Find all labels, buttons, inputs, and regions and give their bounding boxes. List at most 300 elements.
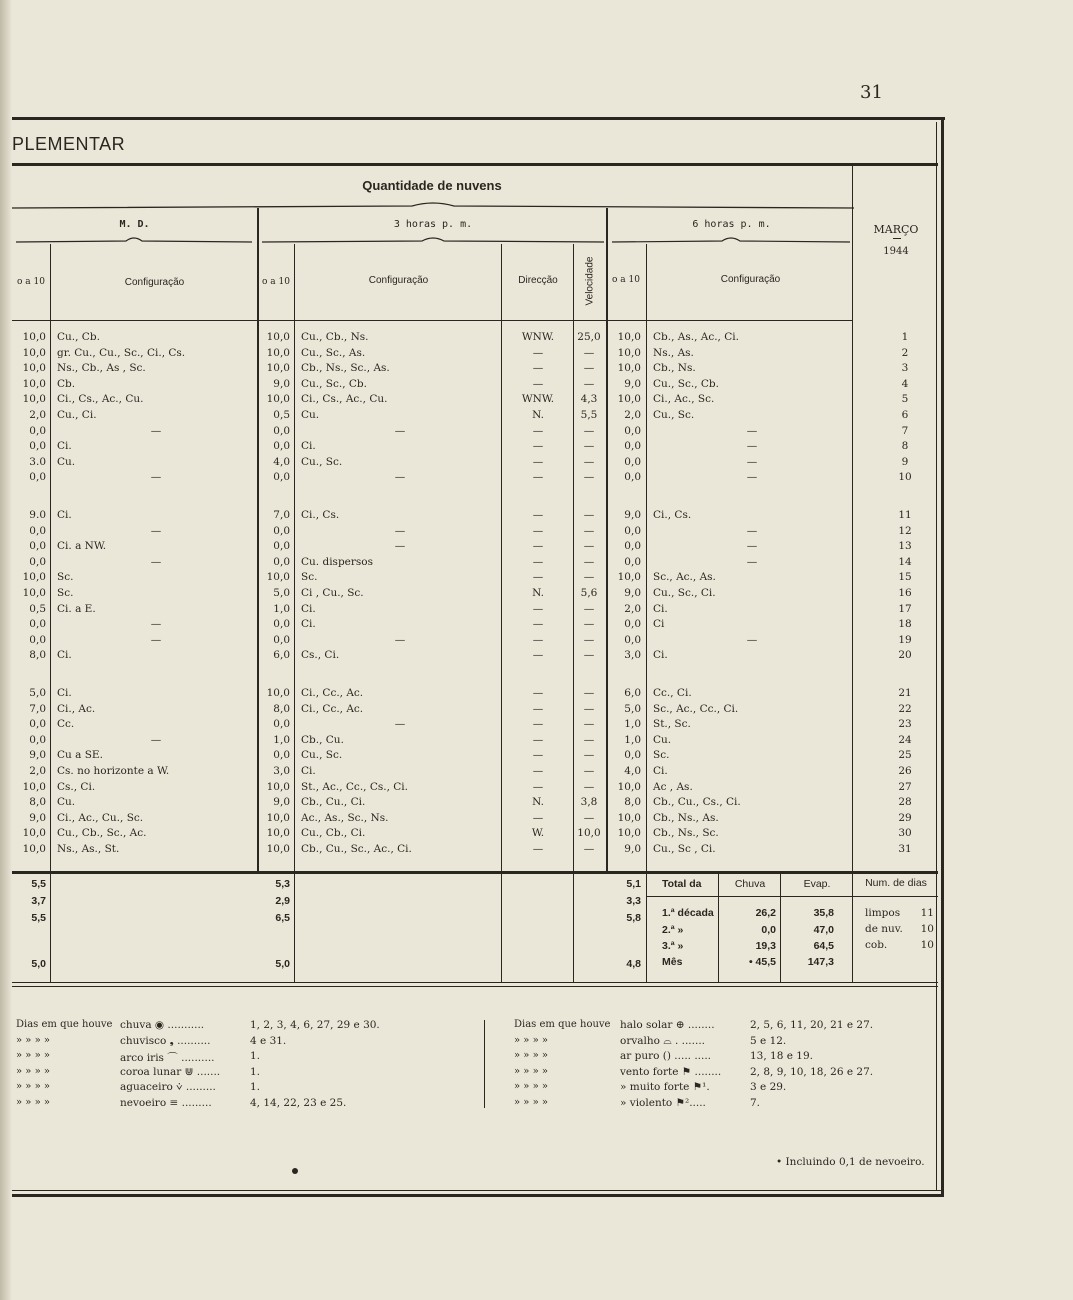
row-8-h6-q: 0,0 bbox=[624, 440, 641, 453]
totals-top-rule bbox=[12, 871, 938, 874]
dias-label-1: limpos bbox=[865, 907, 901, 919]
row-3-md-c: Ns., Cb., As , Sc. bbox=[57, 362, 146, 375]
row-23-md-q: 0,0 bbox=[29, 718, 46, 731]
row-22-h6-q: 5,0 bbox=[624, 702, 641, 715]
row-25-h3-q: 0,0 bbox=[273, 749, 290, 762]
total-md-2: 3,7 bbox=[31, 895, 46, 907]
row-2-md-c: gr. Cu., Cu., Sc., Ci., Cs. bbox=[57, 346, 186, 359]
row-27-h3-q: 10,0 bbox=[266, 780, 290, 793]
page-number: 31 bbox=[860, 82, 883, 103]
row-2-day: 2 bbox=[901, 346, 909, 359]
row-20-md-q: 8,0 bbox=[29, 649, 46, 662]
row-15-h3-q: 10,0 bbox=[266, 571, 290, 584]
row-24-dir: — bbox=[532, 733, 544, 746]
total-h3-2: 2,9 bbox=[275, 895, 290, 907]
legend_right-2-label: orvalho ⌓ . ....... bbox=[620, 1034, 705, 1047]
row-9-day: 9 bbox=[901, 455, 909, 468]
legend_left-6-label: nevoeiro ≡ ......... bbox=[120, 1096, 212, 1109]
header-brace bbox=[12, 198, 854, 212]
dias-label-3: cob. bbox=[865, 939, 888, 951]
row-30-day: 30 bbox=[898, 827, 912, 840]
row-4-dir: — bbox=[532, 377, 544, 390]
legend_left-4-label: coroa lunar ⋓ ....... bbox=[120, 1065, 221, 1078]
row-2-h3-q: 10,0 bbox=[266, 346, 290, 359]
marco-header: MARÇO bbox=[873, 223, 919, 236]
row-1-day: 1 bbox=[901, 331, 909, 343]
row-5-h6-q: 10,0 bbox=[617, 393, 641, 406]
row-9-h6-c: — bbox=[746, 455, 758, 468]
row-14-h6-c: — bbox=[746, 555, 758, 568]
row-29-dir: — bbox=[532, 811, 544, 824]
row-5-md-q: 10,0 bbox=[22, 393, 46, 406]
evap-3: 64,5 bbox=[813, 940, 834, 952]
row-21-day: 21 bbox=[898, 687, 912, 699]
row-29-h3-c: Ac., As., Sc., Ns. bbox=[301, 811, 389, 824]
row-27-h6-q: 10,0 bbox=[617, 780, 641, 793]
row-11-dir: — bbox=[532, 509, 544, 521]
row-7-h3-c: — bbox=[394, 424, 406, 437]
row-23-vel: — bbox=[583, 718, 595, 731]
row-12-day: 12 bbox=[898, 524, 912, 537]
legend_right-3-prefix: » » » » bbox=[514, 1050, 549, 1061]
row-7-md-q: 0,0 bbox=[29, 424, 46, 437]
chuva-label: Chuva bbox=[734, 878, 766, 890]
title-rule bbox=[12, 163, 938, 166]
h3-brace bbox=[262, 233, 604, 245]
row-10-h3-c: — bbox=[394, 471, 406, 484]
row-15-vel: — bbox=[583, 571, 595, 584]
row-11-h6-q: 9,0 bbox=[624, 509, 641, 521]
row-25-md-q: 9,0 bbox=[29, 749, 46, 762]
legend_left-2-prefix: » » » » bbox=[16, 1034, 51, 1046]
legend_left-6-prefix: » » » » bbox=[16, 1096, 51, 1108]
row-21-h3-c: Ci., Cc., Ac. bbox=[301, 687, 364, 699]
row-14-h3-q: 0,0 bbox=[273, 555, 290, 568]
h6-oa10: o a 10 bbox=[612, 275, 640, 285]
row-9-dir: — bbox=[532, 455, 544, 468]
row-14-day: 14 bbox=[898, 555, 912, 568]
total-h6-3: 5,8 bbox=[626, 912, 641, 924]
row-29-md-q: 9,0 bbox=[29, 811, 46, 824]
row-8-md-q: 0,0 bbox=[29, 440, 46, 453]
row-17-day: 17 bbox=[898, 602, 912, 615]
row-23-h6-q: 1,0 bbox=[624, 718, 641, 731]
header-6h: 6 horas p. m. bbox=[692, 219, 771, 230]
row-19-vel: — bbox=[583, 633, 595, 646]
row-18-h3-q: 0,0 bbox=[273, 618, 290, 631]
marco-dash bbox=[893, 238, 901, 239]
row-7-h6-q: 0,0 bbox=[624, 424, 641, 437]
row-30-vel: 10,0 bbox=[577, 827, 601, 840]
row-5-h3-q: 10,0 bbox=[266, 393, 290, 406]
row-21-h6-c: Cc., Ci. bbox=[653, 687, 692, 699]
row-31-dir: — bbox=[532, 843, 544, 855]
velocidade-header: Velocidade bbox=[584, 256, 596, 306]
totals-bottom-rule-2 bbox=[12, 986, 938, 987]
legend-divider bbox=[484, 1020, 485, 1108]
row-18-h3-c: Ci. bbox=[301, 618, 316, 631]
row-28-h6-c: Cb., Cu., Cs., Ci. bbox=[653, 796, 741, 809]
row-6-md-c: Cu., Ci. bbox=[57, 409, 97, 421]
row-10-md-c: — bbox=[150, 471, 162, 484]
row-15-h3-c: Sc. bbox=[301, 571, 318, 584]
header-3h: 3 horas p. m. bbox=[393, 219, 473, 230]
row-14-md-q: 0,0 bbox=[29, 555, 46, 568]
totals-header-rule bbox=[646, 896, 852, 897]
row-13-vel: — bbox=[583, 540, 595, 553]
row-10-day: 10 bbox=[898, 471, 912, 484]
row-20-h3-q: 6,0 bbox=[273, 649, 290, 662]
row-27-h3-c: St., Ac., Cc., Cs., Ci. bbox=[301, 780, 408, 793]
book-spine bbox=[0, 0, 12, 1300]
row-30-dir: W. bbox=[531, 827, 545, 840]
row-6-dir: N. bbox=[532, 409, 544, 421]
row-21-md-c: Ci. bbox=[57, 687, 72, 699]
col-sep-day bbox=[852, 163, 853, 983]
row-14-h6-q: 0,0 bbox=[624, 555, 641, 568]
row-16-md-q: 10,0 bbox=[22, 587, 46, 599]
row-12-h3-q: 0,0 bbox=[273, 524, 290, 537]
row-24-vel: — bbox=[583, 733, 595, 746]
row-13-h6-c: — bbox=[746, 540, 758, 553]
evap-label: Evap. bbox=[803, 878, 831, 890]
row-13-h3-c: — bbox=[394, 540, 406, 553]
row-13-h6-q: 0,0 bbox=[624, 540, 641, 553]
row-26-md-q: 2,0 bbox=[29, 765, 46, 777]
legend_left-1-label: chuva ◉ ........... bbox=[120, 1019, 205, 1031]
legend_right-1-label: halo solar ⊕ ........ bbox=[620, 1019, 715, 1031]
row-31-h3-q: 10,0 bbox=[266, 843, 290, 855]
row-4-h3-c: Cu., Sc., Cb. bbox=[301, 377, 367, 390]
row-12-h6-q: 0,0 bbox=[624, 524, 641, 537]
row-1-h6-q: 10,0 bbox=[617, 331, 641, 343]
totals-sep-chuva bbox=[718, 873, 719, 983]
row-13-md-q: 0,0 bbox=[29, 540, 46, 553]
row-14-md-c: — bbox=[150, 555, 162, 568]
row-23-md-c: Cc. bbox=[57, 718, 75, 731]
row-16-vel: 5,6 bbox=[580, 587, 598, 599]
legend_left-4-val: 1. bbox=[250, 1065, 261, 1078]
legend_left-6-val: 4, 14, 22, 23 e 25. bbox=[250, 1096, 347, 1109]
row-11-day: 11 bbox=[898, 509, 912, 521]
row-18-day: 18 bbox=[898, 618, 912, 631]
legend_right-1-prefix: Dias em que houve bbox=[514, 1019, 611, 1030]
row-21-dir: — bbox=[532, 687, 544, 699]
row-7-dir: — bbox=[532, 424, 544, 437]
row-19-md-q: 0,0 bbox=[29, 633, 46, 646]
row-27-dir: — bbox=[532, 780, 544, 793]
row-28-vel: 3,8 bbox=[580, 796, 598, 809]
legend_left-2-label: chuvisco ❟ .......... bbox=[120, 1034, 211, 1047]
row-31-h3-c: Cb., Cu., Sc., Ac., Ci. bbox=[301, 843, 412, 855]
row-5-h3-c: Ci., Cs., Ac., Cu. bbox=[301, 393, 388, 406]
row-11-h6-c: Ci., Cs. bbox=[653, 509, 692, 521]
row-19-h6-c: — bbox=[746, 633, 758, 646]
row-28-md-q: 8,0 bbox=[29, 796, 46, 809]
row-30-h3-q: 10,0 bbox=[266, 827, 290, 840]
row-17-md-q: 0,5 bbox=[29, 602, 46, 615]
row-17-h6-c: Ci. bbox=[653, 602, 668, 615]
row-31-h6-q: 9,0 bbox=[624, 843, 641, 855]
row-8-md-c: Ci. bbox=[57, 440, 72, 453]
total-h6-1: 5,1 bbox=[626, 878, 641, 890]
row-8-day: 8 bbox=[901, 440, 909, 453]
row-22-dir: — bbox=[532, 702, 544, 715]
row-3-day: 3 bbox=[901, 362, 909, 375]
total-h6-5: 4,8 bbox=[626, 958, 641, 970]
row-15-dir: — bbox=[532, 571, 544, 584]
row-16-day: 16 bbox=[898, 587, 912, 599]
row-3-h3-c: Cb., Ns., Sc., As. bbox=[301, 362, 390, 375]
row-13-dir: — bbox=[532, 540, 544, 553]
legend_right-3-label: ar puro () ..... ..... bbox=[620, 1050, 712, 1062]
row-6-md-q: 2,0 bbox=[29, 409, 46, 421]
row-13-h3-q: 0,0 bbox=[273, 540, 290, 553]
row-23-dir: — bbox=[532, 718, 544, 731]
legend_right-3-val: 13, 18 e 19. bbox=[750, 1050, 813, 1062]
row-18-h6-c: Ci bbox=[653, 618, 665, 631]
row-3-dir: — bbox=[532, 362, 544, 375]
row-22-h3-q: 8,0 bbox=[273, 702, 290, 715]
total-md-3: 5,5 bbox=[31, 912, 46, 924]
row-30-md-c: Cu., Cb., Sc., Ac. bbox=[57, 827, 147, 840]
md-oa10: o a 10 bbox=[17, 277, 45, 287]
legend_right-6-val: 7. bbox=[750, 1096, 761, 1109]
total-h3-5: 5,0 bbox=[275, 958, 290, 970]
row-7-h3-q: 0,0 bbox=[273, 424, 290, 437]
row-17-vel: — bbox=[583, 602, 595, 615]
row-20-vel: — bbox=[583, 649, 595, 662]
chuva-2: 0,0 bbox=[761, 924, 776, 936]
total-da-label: Total da bbox=[662, 878, 702, 890]
row-19-h3-c: — bbox=[394, 633, 406, 646]
row-28-h3-q: 9,0 bbox=[273, 796, 290, 809]
frame-top-rule bbox=[12, 117, 945, 120]
row-25-h6-c: Sc. bbox=[653, 749, 670, 762]
row-22-h6-c: Sc., Ac., Cc., Ci. bbox=[653, 702, 739, 715]
row-6-h6-c: Cu., Sc. bbox=[653, 409, 695, 421]
row-22-md-q: 7,0 bbox=[29, 702, 46, 715]
row-8-h3-c: Ci. bbox=[301, 440, 316, 453]
dias-val-1: 11 bbox=[920, 907, 934, 919]
period-2: 2.ª » bbox=[662, 924, 684, 936]
legend_left-5-prefix: » » » » bbox=[16, 1081, 51, 1092]
h6-config-header: Configuração bbox=[720, 274, 781, 285]
legend_right-2-val: 5 e 12. bbox=[750, 1034, 787, 1047]
row-3-md-q: 10,0 bbox=[22, 362, 46, 375]
row-24-day: 24 bbox=[898, 733, 912, 746]
row-17-h3-q: 1,0 bbox=[273, 602, 290, 615]
row-6-h6-q: 2,0 bbox=[624, 409, 641, 421]
period-1: 1.ª década bbox=[662, 907, 714, 919]
evap-2: 47,0 bbox=[813, 924, 834, 936]
row-25-md-c: Cu a SE. bbox=[57, 749, 103, 762]
row-17-h6-q: 2,0 bbox=[624, 602, 641, 615]
row-4-h6-q: 9,0 bbox=[624, 377, 641, 390]
row-13-md-c: Ci. a NW. bbox=[57, 540, 107, 553]
row-29-md-c: Ci., Ac., Cu., Sc. bbox=[57, 811, 144, 824]
h6-brace bbox=[612, 233, 850, 245]
row-25-vel: — bbox=[583, 749, 595, 762]
row-12-md-c: — bbox=[150, 524, 162, 537]
legend_right-2-prefix: » » » » bbox=[514, 1034, 549, 1046]
row-31-h6-c: Cu., Sc , Ci. bbox=[653, 843, 716, 855]
row-25-h3-c: Cu., Sc. bbox=[301, 749, 343, 762]
row-15-day: 15 bbox=[898, 571, 912, 584]
row-21-vel: — bbox=[583, 687, 595, 699]
row-18-dir: — bbox=[532, 618, 544, 631]
legend_right-4-val: 2, 8, 9, 10, 18, 26 e 27. bbox=[750, 1065, 874, 1078]
legend_right-5-prefix: » » » » bbox=[514, 1081, 549, 1092]
row-9-md-c: Cu. bbox=[57, 455, 76, 468]
row-2-h6-c: Ns., As. bbox=[653, 346, 694, 359]
row-27-day: 27 bbox=[898, 780, 912, 793]
row-24-md-q: 0,0 bbox=[29, 733, 46, 746]
row-20-md-c: Ci. bbox=[57, 649, 72, 662]
row-9-h3-c: Cu., Sc. bbox=[301, 455, 343, 468]
row-9-md-q: 3.0 bbox=[29, 455, 46, 468]
row-31-md-c: Ns., As., St. bbox=[57, 843, 120, 855]
row-26-h3-c: Ci. bbox=[301, 765, 316, 777]
row-2-vel: — bbox=[583, 346, 595, 359]
row-16-h3-q: 5,0 bbox=[273, 587, 290, 599]
row-19-day: 19 bbox=[898, 633, 912, 646]
row-17-h3-c: Ci. bbox=[301, 602, 316, 615]
row-11-h3-q: 7,0 bbox=[273, 509, 290, 521]
dias-header-rule bbox=[852, 896, 938, 897]
row-12-h6-c: — bbox=[746, 524, 758, 537]
row-23-h3-c: — bbox=[394, 718, 406, 731]
legend_left-4-prefix: » » » » bbox=[16, 1065, 51, 1077]
row-22-day: 22 bbox=[898, 702, 912, 715]
row-29-h6-c: Cb., Ns., As. bbox=[653, 811, 719, 824]
row-26-vel: — bbox=[583, 765, 595, 777]
row-9-vel: — bbox=[583, 455, 595, 468]
row-17-dir: — bbox=[532, 602, 544, 615]
row-30-h6-c: Cb., Ns., Sc. bbox=[653, 827, 719, 840]
row-22-md-c: Ci., Ac. bbox=[57, 702, 96, 715]
row-31-day: 31 bbox=[898, 843, 912, 855]
row-26-day: 26 bbox=[898, 765, 912, 777]
row-10-vel: — bbox=[583, 471, 595, 484]
row-16-h6-q: 9,0 bbox=[624, 587, 641, 599]
row-12-h3-c: — bbox=[394, 524, 406, 537]
row-4-vel: — bbox=[583, 377, 595, 390]
row-29-day: 29 bbox=[898, 811, 912, 824]
row-1-h3-c: Cu., Cb., Ns. bbox=[301, 331, 369, 343]
row-5-day: 5 bbox=[901, 393, 909, 406]
row-14-vel: — bbox=[583, 555, 595, 568]
row-4-h3-q: 9,0 bbox=[273, 377, 290, 390]
row-2-h3-c: Cu., Sc., As. bbox=[301, 346, 366, 359]
legend_right-1-val: 2, 5, 6, 11, 20, 21 e 27. bbox=[750, 1019, 874, 1031]
row-12-vel: — bbox=[583, 524, 595, 537]
row-20-h6-c: Ci. bbox=[653, 649, 668, 662]
md-config-header: Configuração bbox=[124, 277, 185, 288]
dias-val-3: 10 bbox=[920, 939, 934, 951]
row-12-dir: — bbox=[532, 524, 544, 537]
row-26-dir: — bbox=[532, 765, 544, 777]
row-16-dir: N. bbox=[532, 587, 544, 599]
row-30-md-q: 10,0 bbox=[22, 827, 46, 840]
row-21-h6-q: 6,0 bbox=[624, 687, 641, 699]
h3-oa10: o a 10 bbox=[262, 277, 290, 287]
row-29-h6-q: 10,0 bbox=[617, 811, 641, 824]
row-26-h6-q: 4,0 bbox=[624, 765, 641, 777]
row-3-vel: — bbox=[583, 362, 595, 375]
row-18-md-c: — bbox=[150, 618, 162, 631]
legend_right-5-label: » muito forte ⚑¹. bbox=[620, 1081, 710, 1093]
row-10-dir: — bbox=[532, 471, 544, 484]
row-23-h6-c: St., Sc. bbox=[653, 718, 691, 731]
row-31-md-q: 10,0 bbox=[22, 843, 46, 855]
row-16-h3-c: Ci , Cu., Sc. bbox=[301, 587, 364, 599]
row-20-h3-c: Cs., Ci. bbox=[301, 649, 340, 662]
row-8-h3-q: 0,0 bbox=[273, 440, 290, 453]
row-22-h3-c: Ci., Cc., Ac. bbox=[301, 702, 364, 715]
total-h3-3: 6,5 bbox=[275, 912, 290, 924]
row-19-h6-q: 0,0 bbox=[624, 633, 641, 646]
total-md-1: 5,5 bbox=[31, 878, 46, 890]
row-27-md-q: 10,0 bbox=[22, 780, 46, 793]
legend_right-4-prefix: » » » » bbox=[514, 1065, 549, 1077]
num-dias-label: Num. de dias bbox=[865, 877, 927, 889]
row-11-h3-c: Ci., Cs. bbox=[301, 509, 340, 521]
header-bottom-rule bbox=[12, 320, 852, 321]
row-1-md-c: Cu., Cb. bbox=[57, 331, 100, 343]
row-25-dir: — bbox=[532, 749, 544, 762]
total-md-5: 5,0 bbox=[31, 958, 46, 970]
row-30-h3-c: Cu., Cb., Ci. bbox=[301, 827, 366, 840]
row-18-h6-q: 0,0 bbox=[624, 618, 641, 631]
row-22-vel: — bbox=[583, 702, 595, 715]
direccao-header: Direcção bbox=[518, 275, 558, 286]
row-16-md-c: Sc. bbox=[57, 587, 74, 599]
page-title: PLEMENTAR bbox=[12, 134, 126, 154]
row-20-dir: — bbox=[532, 649, 544, 662]
row-24-h6-c: Cu. bbox=[653, 733, 672, 746]
row-4-h6-c: Cu., Sc., Cb. bbox=[653, 377, 719, 390]
row-7-h6-c: — bbox=[746, 424, 758, 437]
h3-config-header: Configuração bbox=[368, 275, 429, 286]
row-19-md-c: — bbox=[150, 633, 162, 646]
dias-label-2: de nuv. bbox=[865, 923, 903, 935]
row-6-vel: 5,5 bbox=[580, 409, 598, 421]
year-header: 1944 bbox=[883, 246, 909, 257]
row-6-h3-q: 0,5 bbox=[273, 409, 290, 421]
frame-bottom-thick-rule bbox=[12, 1194, 944, 1197]
row-12-md-q: 0,0 bbox=[29, 524, 46, 537]
chuva-3: 19,3 bbox=[755, 940, 776, 952]
row-29-h3-q: 10,0 bbox=[266, 811, 290, 824]
row-25-h6-q: 0,0 bbox=[624, 749, 641, 762]
row-26-h6-c: Ci. bbox=[653, 765, 668, 777]
chuva-1: 26,2 bbox=[755, 907, 776, 919]
legend_left-1-val: 1, 2, 3, 4, 6, 27, 29 e 30. bbox=[250, 1019, 380, 1031]
dias-val-2: 10 bbox=[920, 923, 934, 935]
row-6-day: 6 bbox=[901, 409, 909, 421]
row-16-h6-c: Cu., Sc., Ci. bbox=[653, 587, 716, 599]
legend_right-6-label: » violento ⚑²..... bbox=[620, 1096, 706, 1109]
legend_left-5-val: 1. bbox=[250, 1081, 261, 1093]
legend_left-5-label: aguaceiro ⩒ ......... bbox=[120, 1081, 216, 1093]
period-4: Mês bbox=[662, 956, 683, 968]
row-2-dir: — bbox=[532, 346, 544, 359]
row-1-h6-c: Cb., As., Ac., Ci. bbox=[653, 331, 739, 343]
row-18-vel: — bbox=[583, 618, 595, 631]
row-26-h3-q: 3,0 bbox=[273, 765, 290, 777]
row-20-h6-q: 3,0 bbox=[624, 649, 641, 662]
